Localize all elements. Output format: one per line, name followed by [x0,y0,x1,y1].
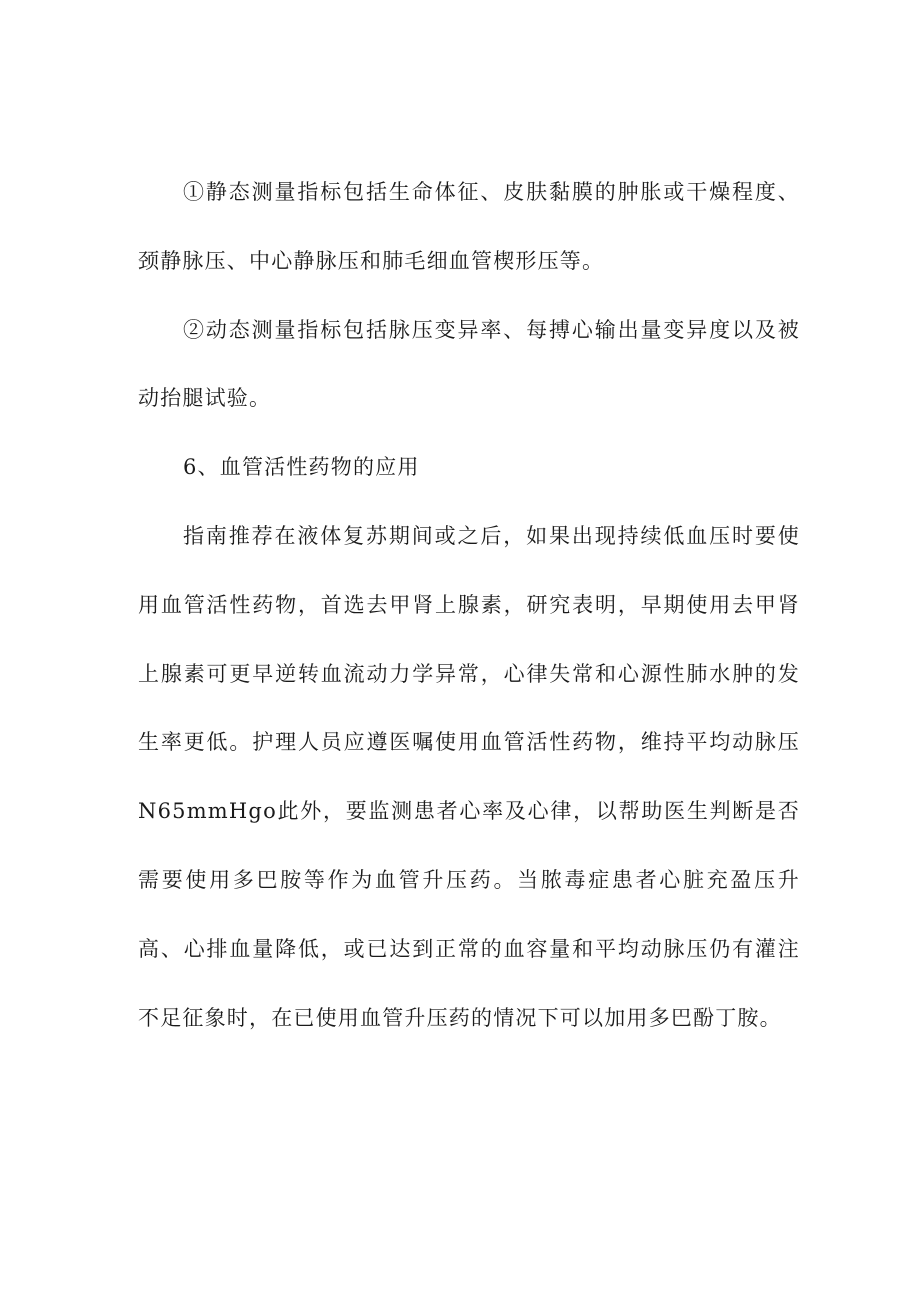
paragraph-static-indicators: ①静态测量指标包括生命体征、皮肤黏膜的肿胀或干燥程度、颈静脉压、中心静脉压和肺毛细血管楔形压等。 [138,180,800,273]
section-heading-vasoactive-drugs: 6、血管活性药物的应用 [183,455,420,480]
paragraph-dynamic-indicators: ②动态测量指标包括脉压变异率、每搏心输出量变异度以及被动抬腿试验。 [138,317,800,411]
paragraph-guideline-recommendation: 指南推荐在液体复苏期间或之后，如果出现持续低血压时要使用血管活性药物，首选去甲肾上腺素，研究表明，早期使用去甲肾上腺素可更早逆转血流动力学异常，心律失常和心源性肺水肿的发生率更低。护理人员应遵医嘱使用血管活性药物，维持平均动脉压N65mmHgo此外，要监测患者心率及心律，以帮助医生判断是否需要使用多巴胺等作为血管升压药。当脓毒症患者心脏充盈压升高、心排血量降低，或已达到正常的血容量和平均动脉压仍有灌注不足征象时，在已使用血管升压药的情况下可以加用多巴酚丁胺。 [138,523,800,1030]
document-body [138,158,800,1052]
